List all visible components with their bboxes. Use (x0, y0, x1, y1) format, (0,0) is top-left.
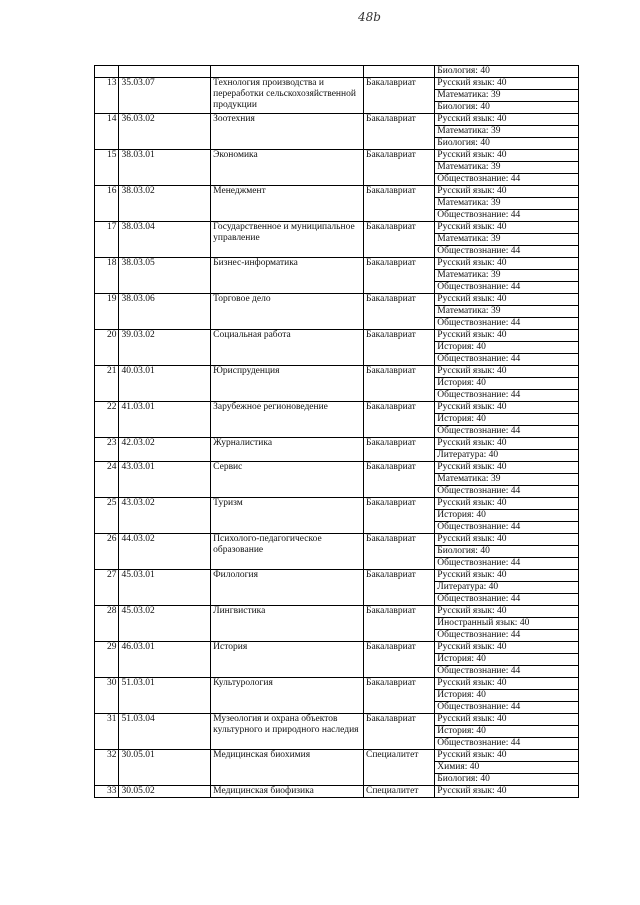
cell-exam: Русский язык: 40 (435, 498, 579, 510)
table-row (95, 786, 579, 798)
cell-exam: Математика: 39 (435, 270, 579, 282)
cell-exam: Русский язык: 40 (435, 678, 579, 690)
cell-num (95, 66, 119, 78)
cell-num: 28 (95, 606, 119, 642)
cell-level: Бакалавриат (363, 462, 434, 498)
cell-num: 18 (95, 258, 119, 294)
cell-name: Менеджмент (211, 186, 364, 222)
cell-code: 38.03.04 (119, 222, 211, 258)
table-row (95, 678, 579, 690)
cell-code: 43.03.02 (119, 498, 211, 534)
cell-exam: История: 40 (435, 342, 579, 354)
cell-name: Сервис (211, 462, 364, 498)
table-row (95, 438, 579, 450)
cell-name: Государственное и муниципальное управление (211, 222, 364, 258)
cell-code: 38.03.06 (119, 294, 211, 330)
cell-name: Социальная работа (211, 330, 364, 366)
cell-exam: История: 40 (435, 414, 579, 426)
cell-code: 36.03.02 (119, 114, 211, 150)
table-row (95, 534, 579, 546)
cell-num: 32 (95, 750, 119, 786)
cell-level: Бакалавриат (363, 642, 434, 678)
table-row (95, 642, 579, 654)
cell-num: 21 (95, 366, 119, 402)
cell-exam: Русский язык: 40 (435, 606, 579, 618)
cell-code: 39.03.02 (119, 330, 211, 366)
cell-level: Специалитет (363, 786, 434, 798)
cell-code: 30.05.02 (119, 786, 211, 798)
table-row (95, 570, 579, 582)
cell-name: Журналистика (211, 438, 364, 462)
cell-level: Бакалавриат (363, 294, 434, 330)
cell-name: Экономика (211, 150, 364, 186)
cell-exam: Обществознание: 44 (435, 174, 579, 186)
cell-level: Бакалавриат (363, 402, 434, 438)
cell-exam: Обществознание: 44 (435, 594, 579, 606)
cell-level: Бакалавриат (363, 78, 434, 114)
cell-name: Филология (211, 570, 364, 606)
page-number: 48b (358, 10, 381, 24)
cell-exam: Русский язык: 40 (435, 114, 579, 126)
cell-code: 42.03.02 (119, 438, 211, 462)
cell-exam: История: 40 (435, 690, 579, 702)
cell-exam: Биология: 40 (435, 102, 579, 114)
cell-num: 26 (95, 534, 119, 570)
cell-level: Бакалавриат (363, 258, 434, 294)
cell-num: 33 (95, 786, 119, 798)
cell-name: Лингвистика (211, 606, 364, 642)
cell-exam: Обществознание: 44 (435, 282, 579, 294)
cell-num: 14 (95, 114, 119, 150)
cell-exam: Обществознание: 44 (435, 210, 579, 222)
cell-name: Музеология и охрана объектов культурного и природного наследия (211, 714, 364, 750)
cell-code: 51.03.01 (119, 678, 211, 714)
table-row (95, 366, 579, 378)
cell-level: Бакалавриат (363, 438, 434, 462)
cell-code: 45.03.01 (119, 570, 211, 606)
cell-exam: Математика: 39 (435, 198, 579, 210)
cell-code: 38.03.02 (119, 186, 211, 222)
admission-subjects-table (94, 65, 579, 798)
cell-name: Зоотехния (211, 114, 364, 150)
cell-exam: Русский язык: 40 (435, 534, 579, 546)
cell-code: 40.03.01 (119, 366, 211, 402)
cell-num: 17 (95, 222, 119, 258)
cell-exam: Русский язык: 40 (435, 366, 579, 378)
cell-code: 38.03.01 (119, 150, 211, 186)
cell-exam: Математика: 39 (435, 474, 579, 486)
cell-exam: Биология: 40 (435, 774, 579, 786)
cell-exam: История: 40 (435, 510, 579, 522)
table-row-continuation (95, 66, 579, 78)
cell-code: 51.03.04 (119, 714, 211, 750)
cell-level: Бакалавриат (363, 714, 434, 750)
cell-exam: Обществознание: 44 (435, 246, 579, 258)
table-row (95, 714, 579, 726)
cell-exam: Русский язык: 40 (435, 222, 579, 234)
cell-name: Зарубежное регионоведение (211, 402, 364, 438)
cell-code: 43.03.01 (119, 462, 211, 498)
cell-exam: Русский язык: 40 (435, 258, 579, 270)
table-row (95, 78, 579, 90)
cell-exam: Биология: 40 (435, 66, 579, 78)
cell-code: 30.05.01 (119, 750, 211, 786)
cell-exam: Русский язык: 40 (435, 786, 579, 798)
cell-exam: История: 40 (435, 726, 579, 738)
cell-exam: Русский язык: 40 (435, 438, 579, 450)
cell-exam: Обществознание: 44 (435, 630, 579, 642)
cell-num: 24 (95, 462, 119, 498)
cell-exam: История: 40 (435, 654, 579, 666)
table-row (95, 498, 579, 510)
cell-name (211, 66, 364, 78)
table-row (95, 294, 579, 306)
table-row (95, 114, 579, 126)
cell-exam: Русский язык: 40 (435, 78, 579, 90)
cell-code (119, 66, 211, 78)
cell-num: 20 (95, 330, 119, 366)
cell-name: Культурология (211, 678, 364, 714)
cell-exam: Русский язык: 40 (435, 714, 579, 726)
table-row (95, 606, 579, 618)
cell-level: Бакалавриат (363, 534, 434, 570)
cell-num: 19 (95, 294, 119, 330)
cell-level: Бакалавриат (363, 366, 434, 402)
table-body (95, 66, 579, 798)
cell-level: Бакалавриат (363, 330, 434, 366)
cell-exam: Обществознание: 44 (435, 522, 579, 534)
cell-num: 16 (95, 186, 119, 222)
table-row (95, 150, 579, 162)
cell-exam: Русский язык: 40 (435, 402, 579, 414)
cell-level: Бакалавриат (363, 570, 434, 606)
cell-exam: Обществознание: 44 (435, 318, 579, 330)
cell-num: 29 (95, 642, 119, 678)
cell-level: Специалитет (363, 750, 434, 786)
cell-exam: История: 40 (435, 378, 579, 390)
cell-level (363, 66, 434, 78)
cell-exam: Обществознание: 44 (435, 426, 579, 438)
cell-code: 38.03.05 (119, 258, 211, 294)
cell-exam: Русский язык: 40 (435, 150, 579, 162)
cell-num: 27 (95, 570, 119, 606)
cell-exam: Биология: 40 (435, 546, 579, 558)
cell-exam: Биология: 40 (435, 138, 579, 150)
cell-exam: Русский язык: 40 (435, 462, 579, 474)
cell-exam: Математика: 39 (435, 126, 579, 138)
cell-name: Юриспруденция (211, 366, 364, 402)
cell-exam: Обществознание: 44 (435, 738, 579, 750)
cell-level: Бакалавриат (363, 606, 434, 642)
cell-name: Медицинская биохимия (211, 750, 364, 786)
cell-exam: Обществознание: 44 (435, 666, 579, 678)
cell-level: Бакалавриат (363, 678, 434, 714)
cell-exam: Русский язык: 40 (435, 294, 579, 306)
cell-num: 13 (95, 78, 119, 114)
cell-num: 22 (95, 402, 119, 438)
cell-code: 45.03.02 (119, 606, 211, 642)
table-row (95, 402, 579, 414)
cell-exam: Обществознание: 44 (435, 486, 579, 498)
table-row (95, 222, 579, 234)
cell-level: Бакалавриат (363, 150, 434, 186)
cell-level: Бакалавриат (363, 114, 434, 150)
cell-exam: Обществознание: 44 (435, 390, 579, 402)
cell-exam: Математика: 39 (435, 234, 579, 246)
cell-exam: Химия: 40 (435, 762, 579, 774)
cell-exam: Математика: 39 (435, 306, 579, 318)
table-row (95, 258, 579, 270)
cell-exam: Обществознание: 44 (435, 354, 579, 366)
cell-level: Бакалавриат (363, 222, 434, 258)
cell-exam: Обществознание: 44 (435, 558, 579, 570)
cell-name: Медицинская биофизика (211, 786, 364, 798)
cell-code: 46.03.01 (119, 642, 211, 678)
cell-num: 25 (95, 498, 119, 534)
cell-exam: Математика: 39 (435, 90, 579, 102)
cell-exam: Русский язык: 40 (435, 330, 579, 342)
cell-name: Технология производства и переработки сельскохозяйственной продукции (211, 78, 364, 114)
cell-exam: Обществознание: 44 (435, 702, 579, 714)
cell-exam: Литература: 40 (435, 450, 579, 462)
cell-exam: Литература: 40 (435, 582, 579, 594)
table-row (95, 186, 579, 198)
cell-code: 41.03.01 (119, 402, 211, 438)
cell-name: Бизнес-информатика (211, 258, 364, 294)
cell-exam: Русский язык: 40 (435, 186, 579, 198)
cell-level: Бакалавриат (363, 498, 434, 534)
table-row (95, 330, 579, 342)
cell-name: Психолого-педагогическое образование (211, 534, 364, 570)
cell-num: 15 (95, 150, 119, 186)
cell-exam: Русский язык: 40 (435, 750, 579, 762)
table-row (95, 462, 579, 474)
cell-code: 44.03.02 (119, 534, 211, 570)
cell-name: История (211, 642, 364, 678)
cell-exam: Математика: 39 (435, 162, 579, 174)
cell-exam: Иностранный язык: 40 (435, 618, 579, 630)
cell-name: Торговое дело (211, 294, 364, 330)
table-row (95, 750, 579, 762)
cell-num: 31 (95, 714, 119, 750)
cell-exam: Русский язык: 40 (435, 642, 579, 654)
cell-level: Бакалавриат (363, 186, 434, 222)
cell-num: 23 (95, 438, 119, 462)
cell-num: 30 (95, 678, 119, 714)
cell-exam: Русский язык: 40 (435, 570, 579, 582)
cell-name: Туризм (211, 498, 364, 534)
cell-code: 35.03.07 (119, 78, 211, 114)
